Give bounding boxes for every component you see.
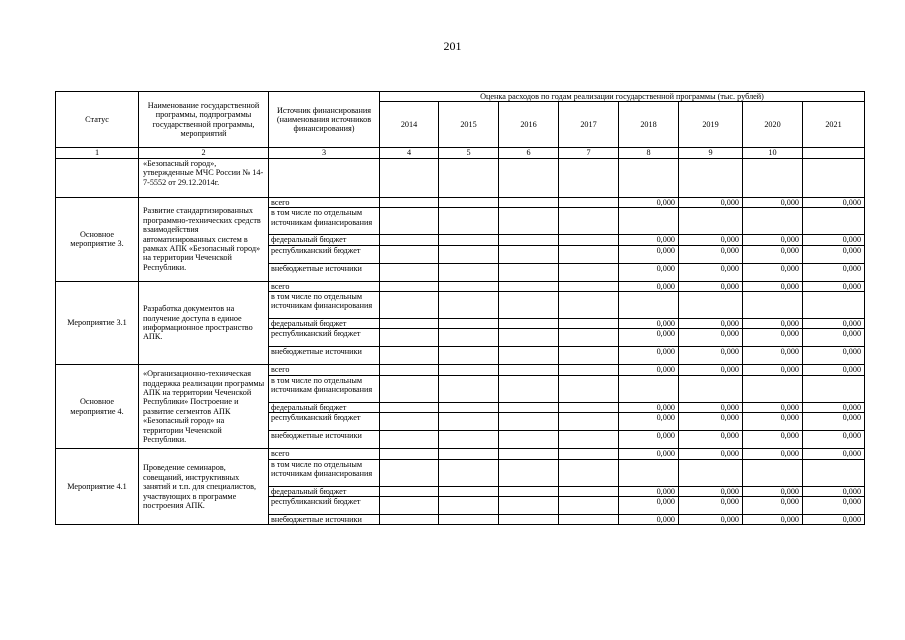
name-cell: Развитие стандартизированных программно-технических средств взаимодействия автоматизированных систем в рамках АПК «Безопасный город» на территории Чеченской Республики. (139, 197, 269, 281)
continuation-row (56, 158, 865, 197)
empty-cell (743, 375, 803, 402)
year-header: 2017 (559, 102, 619, 148)
value-cell: 0,000 (803, 497, 865, 515)
column-number: 1 (56, 148, 139, 158)
empty-cell (439, 329, 499, 347)
value-cell: 0,000 (679, 235, 743, 245)
empty-cell (499, 292, 559, 319)
empty-cell (499, 449, 559, 459)
source-cell: внебюджетные источники (269, 515, 380, 525)
value-cell: 0,000 (619, 449, 679, 459)
source-cell: в том числе по отдельным источникам финансирования (269, 375, 380, 402)
value-cell: 0,000 (619, 263, 679, 281)
column-number: 7 (559, 148, 619, 158)
value-cell: 0,000 (619, 402, 679, 412)
empty-cell (499, 375, 559, 402)
year-header: 2021 (803, 102, 865, 148)
header-row (56, 92, 865, 102)
empty-cell (439, 515, 499, 525)
empty-cell (380, 449, 439, 459)
source-cell: внебюджетные источники (269, 347, 380, 365)
value-cell: 0,000 (619, 329, 679, 347)
empty-cell (380, 263, 439, 281)
value-cell: 0,000 (803, 413, 865, 431)
empty-cell (380, 329, 439, 347)
value-cell: 0,000 (619, 245, 679, 263)
empty-cell (439, 486, 499, 496)
empty-cell (439, 281, 499, 291)
value-cell: 0,000 (619, 281, 679, 291)
value-cell: 0,000 (619, 197, 679, 207)
empty-cell (499, 497, 559, 515)
empty-cell (559, 245, 619, 263)
empty-cell (559, 515, 619, 525)
empty-cell (559, 449, 619, 459)
continuation-text: «Безопасный город», утвержденные МЧС России № 14-7-5552 от 29.12.2014г. (139, 158, 269, 197)
value-cell: 0,000 (743, 263, 803, 281)
empty-cell (499, 263, 559, 281)
empty-cell (619, 292, 679, 319)
empty-cell (380, 245, 439, 263)
value-cell: 0,000 (619, 431, 679, 449)
empty-cell (439, 263, 499, 281)
value-cell: 0,000 (803, 431, 865, 449)
table-row (56, 281, 865, 291)
budget-table (55, 91, 865, 525)
source-cell: всего (269, 197, 380, 207)
empty-cell (380, 486, 439, 496)
empty-cell (439, 449, 499, 459)
source-cell: всего (269, 281, 380, 291)
empty-cell (559, 459, 619, 486)
empty-cell (380, 402, 439, 412)
source-cell: республиканский бюджет (269, 413, 380, 431)
empty-cell (380, 515, 439, 525)
empty-cell (439, 365, 499, 375)
empty-cell (559, 497, 619, 515)
status-cell: Мероприятие 3.1 (56, 281, 139, 365)
value-cell: 0,000 (619, 497, 679, 515)
value-cell: 0,000 (743, 319, 803, 329)
value-cell: 0,000 (679, 245, 743, 263)
value-cell: 0,000 (619, 347, 679, 365)
year-header: 2016 (499, 102, 559, 148)
empty-cell (679, 459, 743, 486)
empty-cell (619, 375, 679, 402)
empty-cell (499, 486, 559, 496)
column-number: 6 (499, 148, 559, 158)
value-cell: 0,000 (803, 263, 865, 281)
source-cell: федеральный бюджет (269, 319, 380, 329)
empty-cell (499, 245, 559, 263)
empty-cell (499, 319, 559, 329)
value-cell: 0,000 (679, 413, 743, 431)
empty-cell (559, 347, 619, 365)
empty-cell (559, 329, 619, 347)
value-cell: 0,000 (679, 449, 743, 459)
empty-cell (380, 413, 439, 431)
value-cell: 0,000 (743, 431, 803, 449)
empty-cell (499, 281, 559, 291)
empty-cell (803, 208, 865, 235)
empty-cell (439, 497, 499, 515)
value-cell: 0,000 (679, 347, 743, 365)
value-cell: 0,000 (743, 365, 803, 375)
empty-cell (380, 235, 439, 245)
empty-cell (559, 281, 619, 291)
empty-cell (380, 497, 439, 515)
source-cell: в том числе по отдельным источникам финансирования (269, 459, 380, 486)
status-cell: Основное мероприятие 3. (56, 197, 139, 281)
empty-cell (743, 459, 803, 486)
year-header: 2014 (380, 102, 439, 148)
empty-cell (499, 235, 559, 245)
value-cell: 0,000 (803, 486, 865, 496)
value-cell: 0,000 (679, 431, 743, 449)
empty-cell (743, 208, 803, 235)
value-cell: 0,000 (803, 319, 865, 329)
value-cell: 0,000 (803, 245, 865, 263)
empty-cell (499, 347, 559, 365)
empty-cell (380, 197, 439, 207)
year-header: 2019 (679, 102, 743, 148)
value-cell: 0,000 (679, 486, 743, 496)
empty-cell (499, 459, 559, 486)
empty-cell (380, 347, 439, 365)
empty-cell (803, 459, 865, 486)
column-number: 2 (139, 148, 269, 158)
column-number: 9 (679, 148, 743, 158)
value-cell: 0,000 (803, 402, 865, 412)
value-cell: 0,000 (619, 515, 679, 525)
value-cell: 0,000 (803, 515, 865, 525)
empty-cell (439, 292, 499, 319)
empty-cell (380, 292, 439, 319)
empty-cell (380, 365, 439, 375)
page-number: 201 (443, 39, 462, 53)
empty-cell (439, 413, 499, 431)
value-cell: 0,000 (743, 329, 803, 347)
name-cell: Проведение семинаров, совещаний, инструктивных занятий и т.п. для специалистов, участвующих в программе построения АПК. (139, 449, 269, 525)
column-number: 5 (439, 148, 499, 158)
empty-cell (439, 375, 499, 402)
value-cell: 0,000 (743, 486, 803, 496)
column-number: 4 (380, 148, 439, 158)
empty-cell (559, 402, 619, 412)
column-number-row (56, 148, 865, 158)
name-header: Наименование государственной программы, подпрограммы государственной программы, мероприятий (139, 92, 269, 148)
empty-cell (499, 431, 559, 449)
empty-cell (559, 413, 619, 431)
value-cell: 0,000 (743, 497, 803, 515)
value-cell: 0,000 (619, 413, 679, 431)
value-cell: 0,000 (803, 197, 865, 207)
empty-cell (380, 281, 439, 291)
table-row (56, 197, 865, 207)
value-cell: 0,000 (743, 235, 803, 245)
empty-cell (499, 329, 559, 347)
value-cell: 0,000 (803, 347, 865, 365)
table-row (56, 449, 865, 459)
source-cell: федеральный бюджет (269, 235, 380, 245)
value-cell: 0,000 (743, 515, 803, 525)
empty-cell (439, 208, 499, 235)
column-number: 3 (269, 148, 380, 158)
year-header: 2015 (439, 102, 499, 148)
source-cell: всего (269, 449, 380, 459)
empty-cell (559, 263, 619, 281)
column-number: 10 (743, 148, 803, 158)
empty-cell (499, 365, 559, 375)
empty-cell (559, 208, 619, 235)
source-cell: республиканский бюджет (269, 245, 380, 263)
value-cell: 0,000 (679, 329, 743, 347)
value-cell: 0,000 (679, 497, 743, 515)
value-cell: 0,000 (803, 281, 865, 291)
source-cell: внебюджетные источники (269, 431, 380, 449)
source-cell: республиканский бюджет (269, 497, 380, 515)
empty-cell (499, 402, 559, 412)
empty-cell (559, 235, 619, 245)
empty-cell (679, 208, 743, 235)
empty-cell (380, 375, 439, 402)
value-cell: 0,000 (743, 347, 803, 365)
value-cell: 0,000 (679, 263, 743, 281)
value-cell: 0,000 (679, 365, 743, 375)
value-cell: 0,000 (743, 449, 803, 459)
empty-cell (439, 235, 499, 245)
value-cell: 0,000 (743, 402, 803, 412)
value-cell: 0,000 (743, 281, 803, 291)
empty-cell (439, 319, 499, 329)
empty-cell (559, 365, 619, 375)
empty-cell (619, 208, 679, 235)
source-cell: федеральный бюджет (269, 402, 380, 412)
column-number (803, 148, 865, 158)
value-cell: 0,000 (803, 449, 865, 459)
name-cell: «Организационно-техническая поддержка реализации программы АПК на территории Чеченской Республики» Построение и развитие сегментов АПК «Безопасный город» на территории Чеченской Республики. (139, 365, 269, 449)
value-cell: 0,000 (679, 515, 743, 525)
value-cell: 0,000 (619, 365, 679, 375)
empty-cell (439, 459, 499, 486)
empty-cell (380, 431, 439, 449)
column-number: 8 (619, 148, 679, 158)
empty-cell (803, 375, 865, 402)
empty-cell (439, 245, 499, 263)
year-header: 2020 (743, 102, 803, 148)
value-cell: 0,000 (679, 402, 743, 412)
value-cell: 0,000 (803, 235, 865, 245)
empty-cell (380, 319, 439, 329)
value-cell: 0,000 (743, 245, 803, 263)
empty-cell (380, 459, 439, 486)
source-cell: федеральный бюджет (269, 486, 380, 496)
empty-cell (559, 319, 619, 329)
empty-cell (499, 208, 559, 235)
table-row (56, 365, 865, 375)
empty-cell (679, 292, 743, 319)
value-cell: 0,000 (679, 319, 743, 329)
value-cell: 0,000 (619, 319, 679, 329)
empty-cell (803, 292, 865, 319)
empty-cell (499, 413, 559, 431)
source-header: Источник финансирования (наименования источников финансирования) (269, 92, 380, 148)
empty-cell (439, 431, 499, 449)
value-cell: 0,000 (679, 281, 743, 291)
year-header: 2018 (619, 102, 679, 148)
source-cell: внебюджетные источники (269, 263, 380, 281)
empty-cell (499, 515, 559, 525)
value-cell: 0,000 (679, 197, 743, 207)
empty-cell (743, 292, 803, 319)
source-cell: в том числе по отдельным источникам финансирования (269, 208, 380, 235)
empty-cell (559, 431, 619, 449)
empty-cell (499, 197, 559, 207)
value-cell: 0,000 (743, 413, 803, 431)
status-cell: Основное мероприятие 4. (56, 365, 139, 449)
estimate-header: Оценка расходов по годам реализации государственной программы (тыс. рублей) (380, 92, 865, 102)
value-cell: 0,000 (803, 365, 865, 375)
empty-cell (619, 459, 679, 486)
source-cell: в том числе по отдельным источникам финансирования (269, 292, 380, 319)
value-cell: 0,000 (803, 329, 865, 347)
empty-cell (559, 375, 619, 402)
empty-cell (559, 486, 619, 496)
source-cell: всего (269, 365, 380, 375)
empty-cell (439, 197, 499, 207)
value-cell: 0,000 (743, 197, 803, 207)
source-cell: республиканский бюджет (269, 329, 380, 347)
value-cell: 0,000 (619, 486, 679, 496)
status-header: Статус (56, 92, 139, 148)
empty-cell (439, 347, 499, 365)
empty-cell (380, 208, 439, 235)
status-cell: Мероприятие 4.1 (56, 449, 139, 525)
value-cell: 0,000 (619, 235, 679, 245)
name-cell: Разработка документов на получение доступа в единое информационное пространство АПК. (139, 281, 269, 365)
empty-cell (439, 402, 499, 412)
empty-cell (559, 292, 619, 319)
empty-cell (559, 197, 619, 207)
empty-cell (679, 375, 743, 402)
